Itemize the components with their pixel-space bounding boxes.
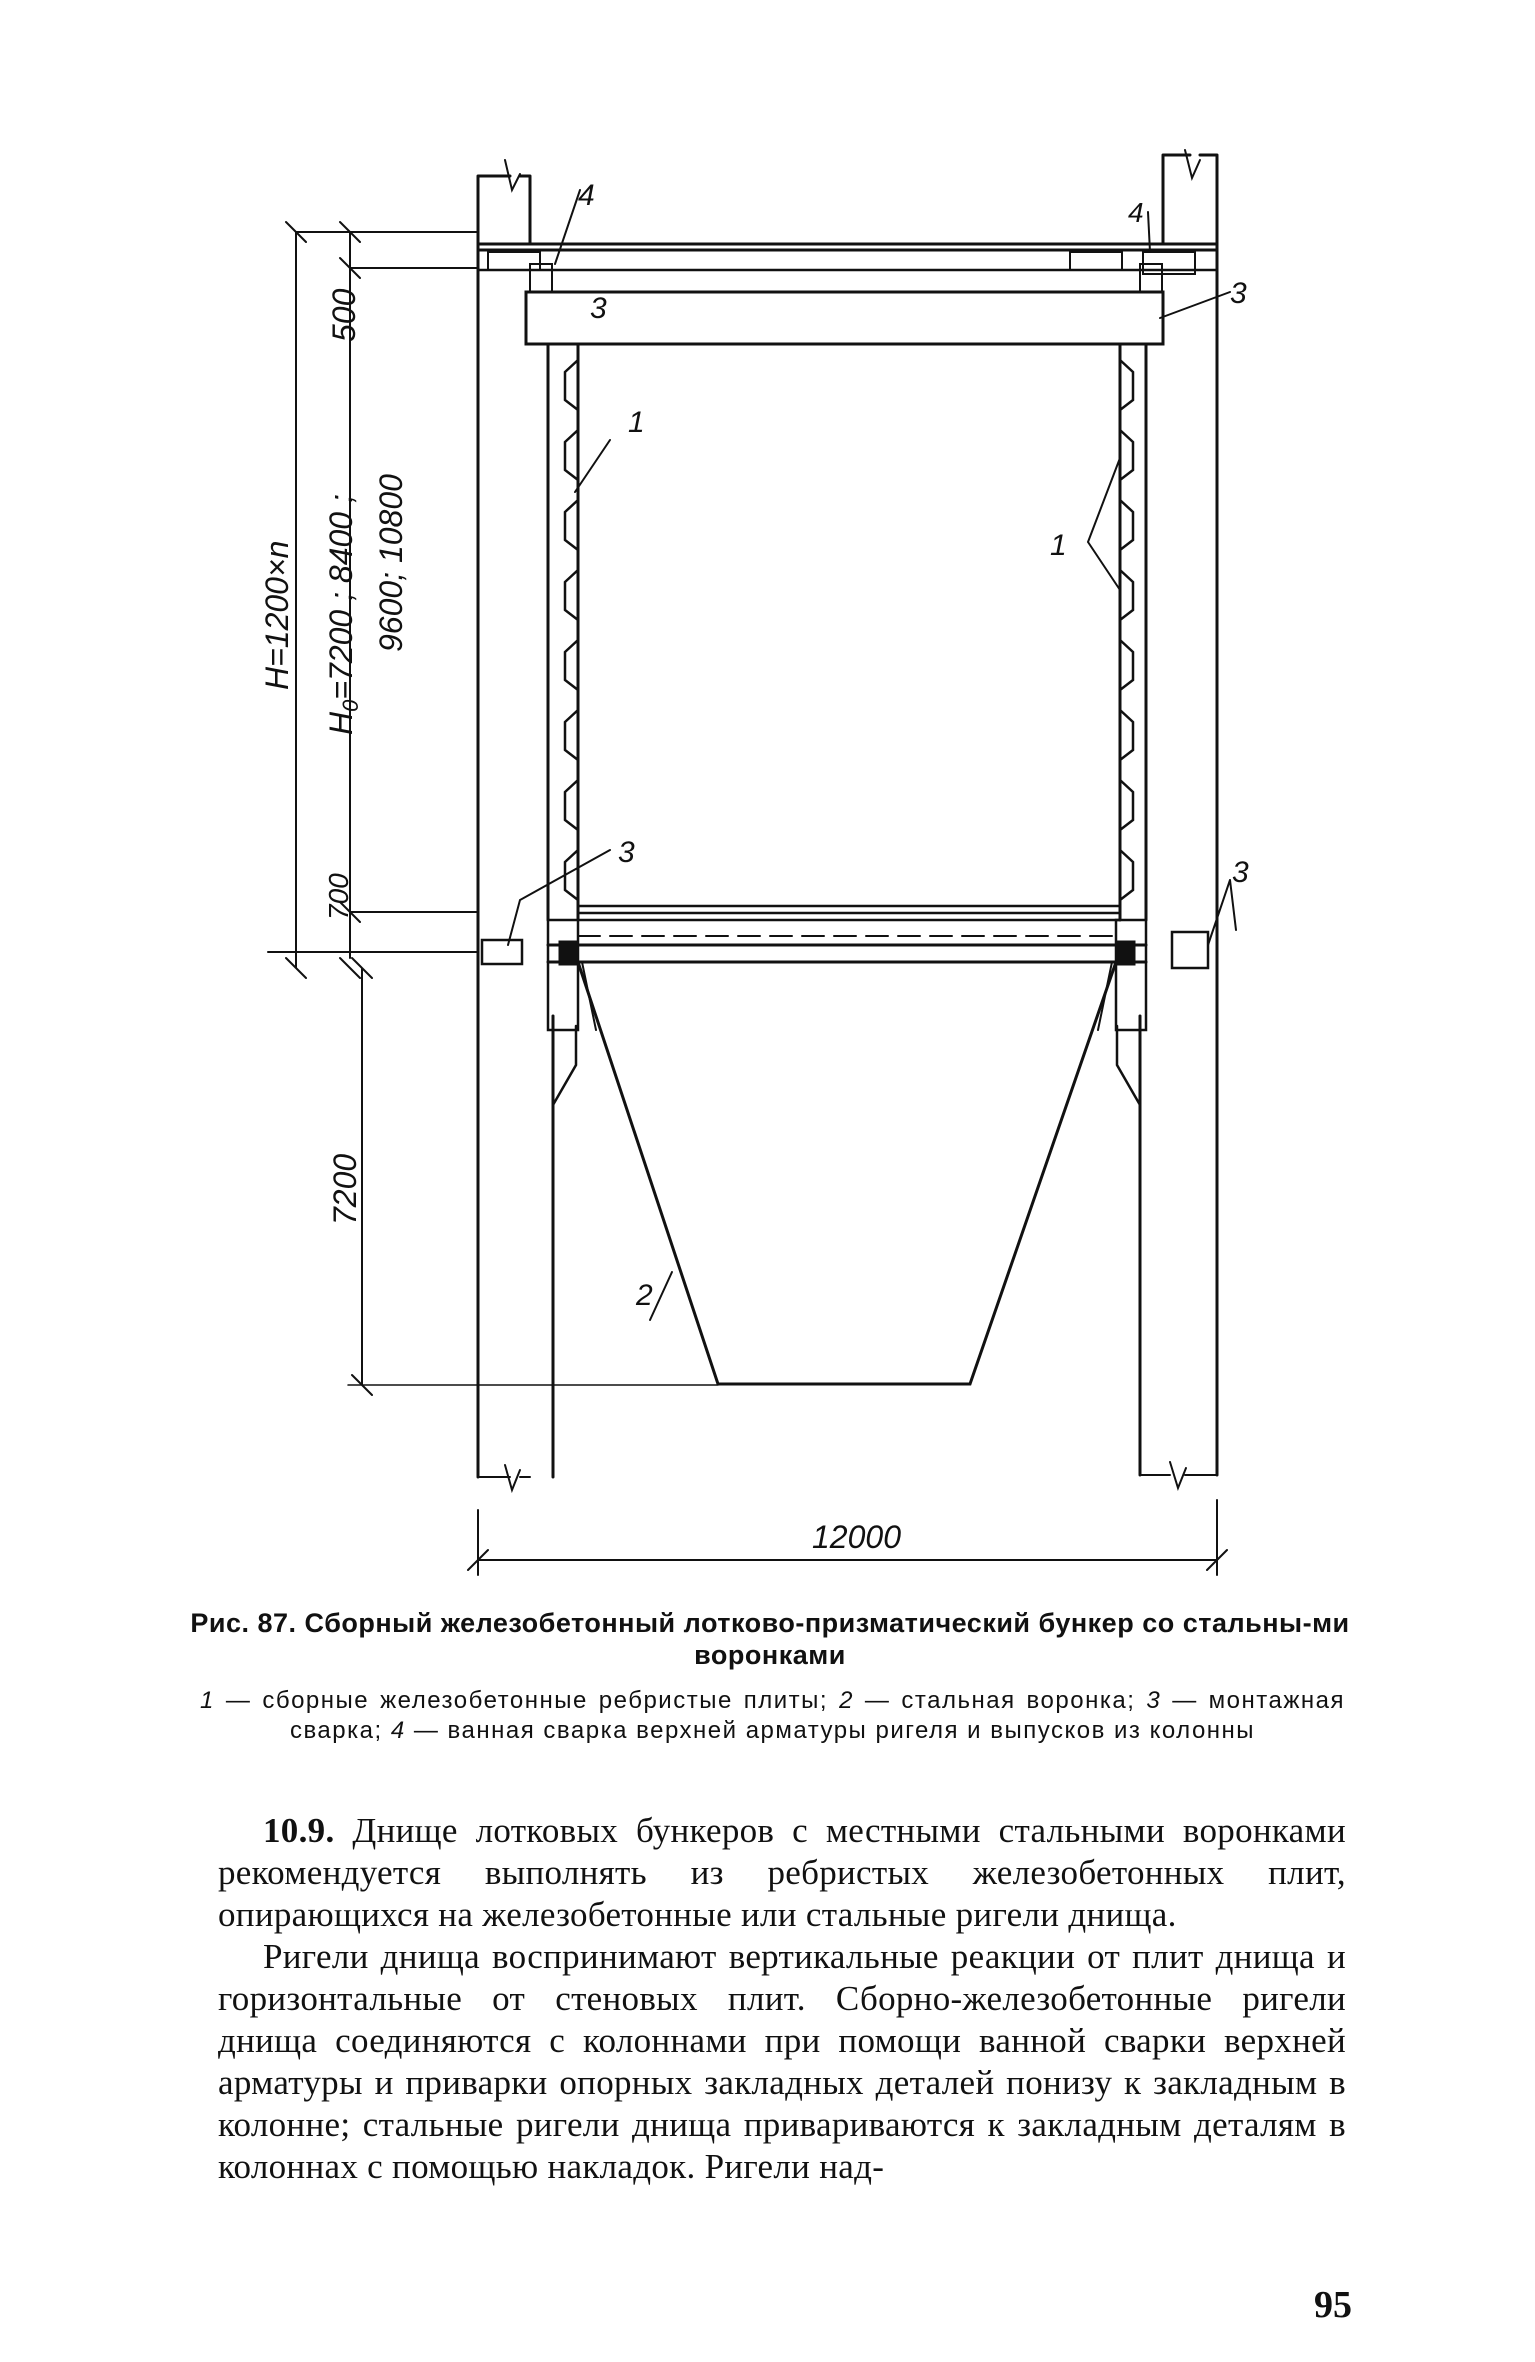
figure-number: Рис. 87. — [190, 1608, 297, 1638]
right-column — [1140, 155, 1217, 1475]
callout-4b: 4 — [1128, 197, 1144, 228]
callout-1b: 1 — [1050, 529, 1067, 562]
figure-title: Сборный железобетонный лотково-призматический бункер со стальны-ми воронками — [304, 1608, 1350, 1670]
drawing-labels — [259, 179, 1249, 1555]
drawing-lines — [268, 150, 1236, 1575]
paragraph-1 — [218, 1810, 1346, 1936]
left-column — [478, 176, 553, 1477]
label-dim-h0-values2: 9600; 10800 — [373, 474, 409, 652]
page-number: 95 — [1314, 2284, 1352, 2326]
left-wall — [548, 344, 578, 920]
bottom-beam — [548, 945, 1146, 962]
steel-hopper — [578, 962, 1116, 1384]
top-beam — [526, 292, 1163, 344]
callout-4a: 4 — [578, 179, 595, 212]
callout-3d: 3 — [1232, 856, 1249, 889]
callout-3c: 3 — [618, 836, 635, 869]
legend-text-4: — ванная сварка верхней арматуры ригеля и выпусков из колонны — [413, 1717, 1256, 1744]
legend-text-3: — монтажная сварка; — [289, 1687, 1346, 1744]
label-dim-bottom: 7200 — [327, 1153, 363, 1225]
label-dim-rib: 700 — [323, 873, 354, 920]
callout-3b: 3 — [1230, 277, 1247, 310]
label-dim-h0: H0=7200 ; 8400 ; — [323, 494, 363, 735]
body-text — [218, 1810, 1346, 2188]
legend-num-3: 3 — [1146, 1687, 1162, 1714]
legend-text-1: — сборные железобетонные ребристые плиты; — [225, 1687, 829, 1714]
figure-caption-title — [175, 1607, 1365, 1671]
callout-1a: 1 — [628, 406, 645, 439]
legend-num-1: 1 — [200, 1687, 215, 1714]
right-wall — [1120, 344, 1146, 920]
paragraph-1-text: Днище лотковых бункеров с местными стальными воронками рекомендуется выполнять из ребристых железобетонных плит, опирающихся на железобетонные или стальные ригели днища. — [218, 1811, 1346, 1934]
callout-3a: 3 — [590, 292, 607, 325]
label-dim-h: H=1200×n — [259, 540, 295, 690]
callout-2: 2 — [636, 1279, 653, 1312]
legend-text-2: — стальная воронка; — [864, 1687, 1136, 1714]
paragraph-2: Ригели днища воспринимают вертикальные реакции от плит днища и горизонтальные от стеновых плит. Сборно-железобетонные ригели днища соединяются с колоннами при помощи ванной сварки верхней арматуры и приварки опорных закладных деталей понизу к закладным в колонне; стальные ригели днища привариваются к закладным деталям в колоннах с помощью накладок. Ригели над- — [218, 1937, 1346, 2186]
label-dim-width: 12000 — [812, 1519, 901, 1555]
legend-num-2: 2 — [839, 1687, 854, 1714]
label-dim-top: 500 — [326, 288, 362, 342]
figure-legend — [200, 1686, 1345, 1746]
section-number: 10.9. — [263, 1811, 335, 1850]
legend-num-4: 4 — [390, 1717, 406, 1744]
bottom-slab — [578, 906, 1120, 920]
